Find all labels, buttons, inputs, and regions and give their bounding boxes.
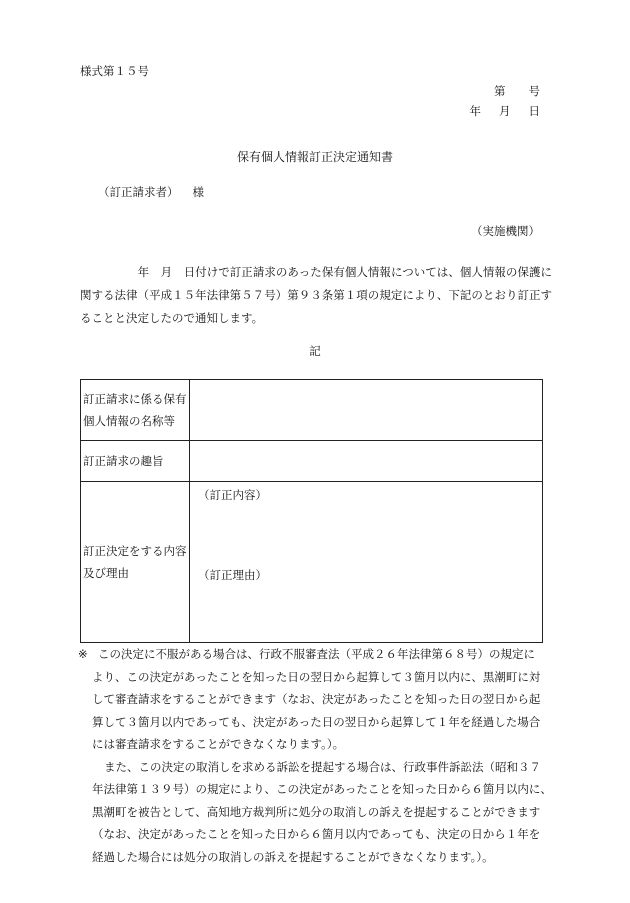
note-line: 黒潮町を被告として、高知地方裁判所に処分の取消しの訴えを提起することができます — [92, 804, 541, 819]
correction-reason-label: （訂正理由） — [198, 568, 267, 582]
row-value-cell — [190, 482, 543, 643]
details-table — [80, 379, 543, 643]
row-label-line: 訂正請求の趣旨 — [83, 454, 164, 468]
note-line: 算して３箇月以内であっても、決定があった日の翌日から起算して１年を経過した場合 — [92, 714, 541, 729]
table-row — [81, 380, 543, 441]
row-value-cell — [190, 380, 543, 441]
issuer-label: （実施機関） — [471, 224, 540, 238]
notes-section — [78, 643, 554, 868]
note-line: して審査請求をすることができます（なお、決定があったことを知った日の翌日から起 — [92, 692, 541, 706]
note-line: また、この決定の取消しを求める訴訟を提起する場合は、行政事件訴訟法（昭和３７ — [104, 759, 541, 774]
date-year-label: 年 — [469, 104, 481, 118]
row-label-line: 及び理由 — [83, 566, 129, 580]
note-line: 年法律第１３９号）の規定により、この決定があったことを知った日から６箇月以内に、 — [92, 782, 552, 796]
note-line: （なお、決定があったことを知った日から６箇月以内であっても、決定の日から１年を — [92, 827, 541, 841]
row-label-line: 個人情報の名称等 — [83, 414, 175, 428]
note-line: 経過した場合には処分の取消しの訴えを提起することができなくなります。）。 — [92, 849, 494, 864]
row-value-cell — [190, 441, 543, 482]
addressee — [98, 184, 204, 200]
table-row — [81, 482, 543, 643]
row-label-line: 訂正決定をする内容 — [83, 544, 187, 558]
row-label — [81, 441, 190, 482]
row-label — [81, 380, 190, 441]
addressee-honorific: 様 — [192, 185, 204, 199]
row-label — [81, 482, 190, 643]
date-day-label: 日 — [528, 104, 540, 118]
addressee-label: （訂正請求者） — [98, 185, 179, 199]
document-title: 保有個人情報訂正決定通知書 — [236, 150, 393, 164]
document-date-line — [470, 103, 541, 119]
body-paragraph: 年 月 日付けで訂正請求のあった保有個人情報については、個人情報の保護に関する法律（平成１５年法律第５７号）第９３条第１項の規定により、下記のとおり訂正することと決定したので通知します。 — [80, 265, 552, 325]
correction-content-label: （訂正内容） — [198, 488, 267, 502]
note-line: には審査請求をすることができなくなります。）。 — [92, 737, 345, 751]
row-label-line: 訂正請求に係る保有 — [83, 392, 187, 406]
date-month-label: 月 — [499, 104, 511, 118]
document-number-line: 第 号 — [494, 84, 540, 98]
note-mark: ※ — [78, 647, 88, 661]
table-row — [81, 441, 543, 482]
note-line: ※ この決定に不服がある場合は、行政不服審査法（平成２６年法律第６８号）の規定に — [78, 643, 554, 666]
ki-heading: 記 — [309, 344, 321, 358]
note-line: より、この決定があったことを知った日の翌日から起算して３箇月以内に、黒潮町に対 — [92, 669, 541, 684]
form-number: 様式第１５号 — [80, 64, 149, 78]
